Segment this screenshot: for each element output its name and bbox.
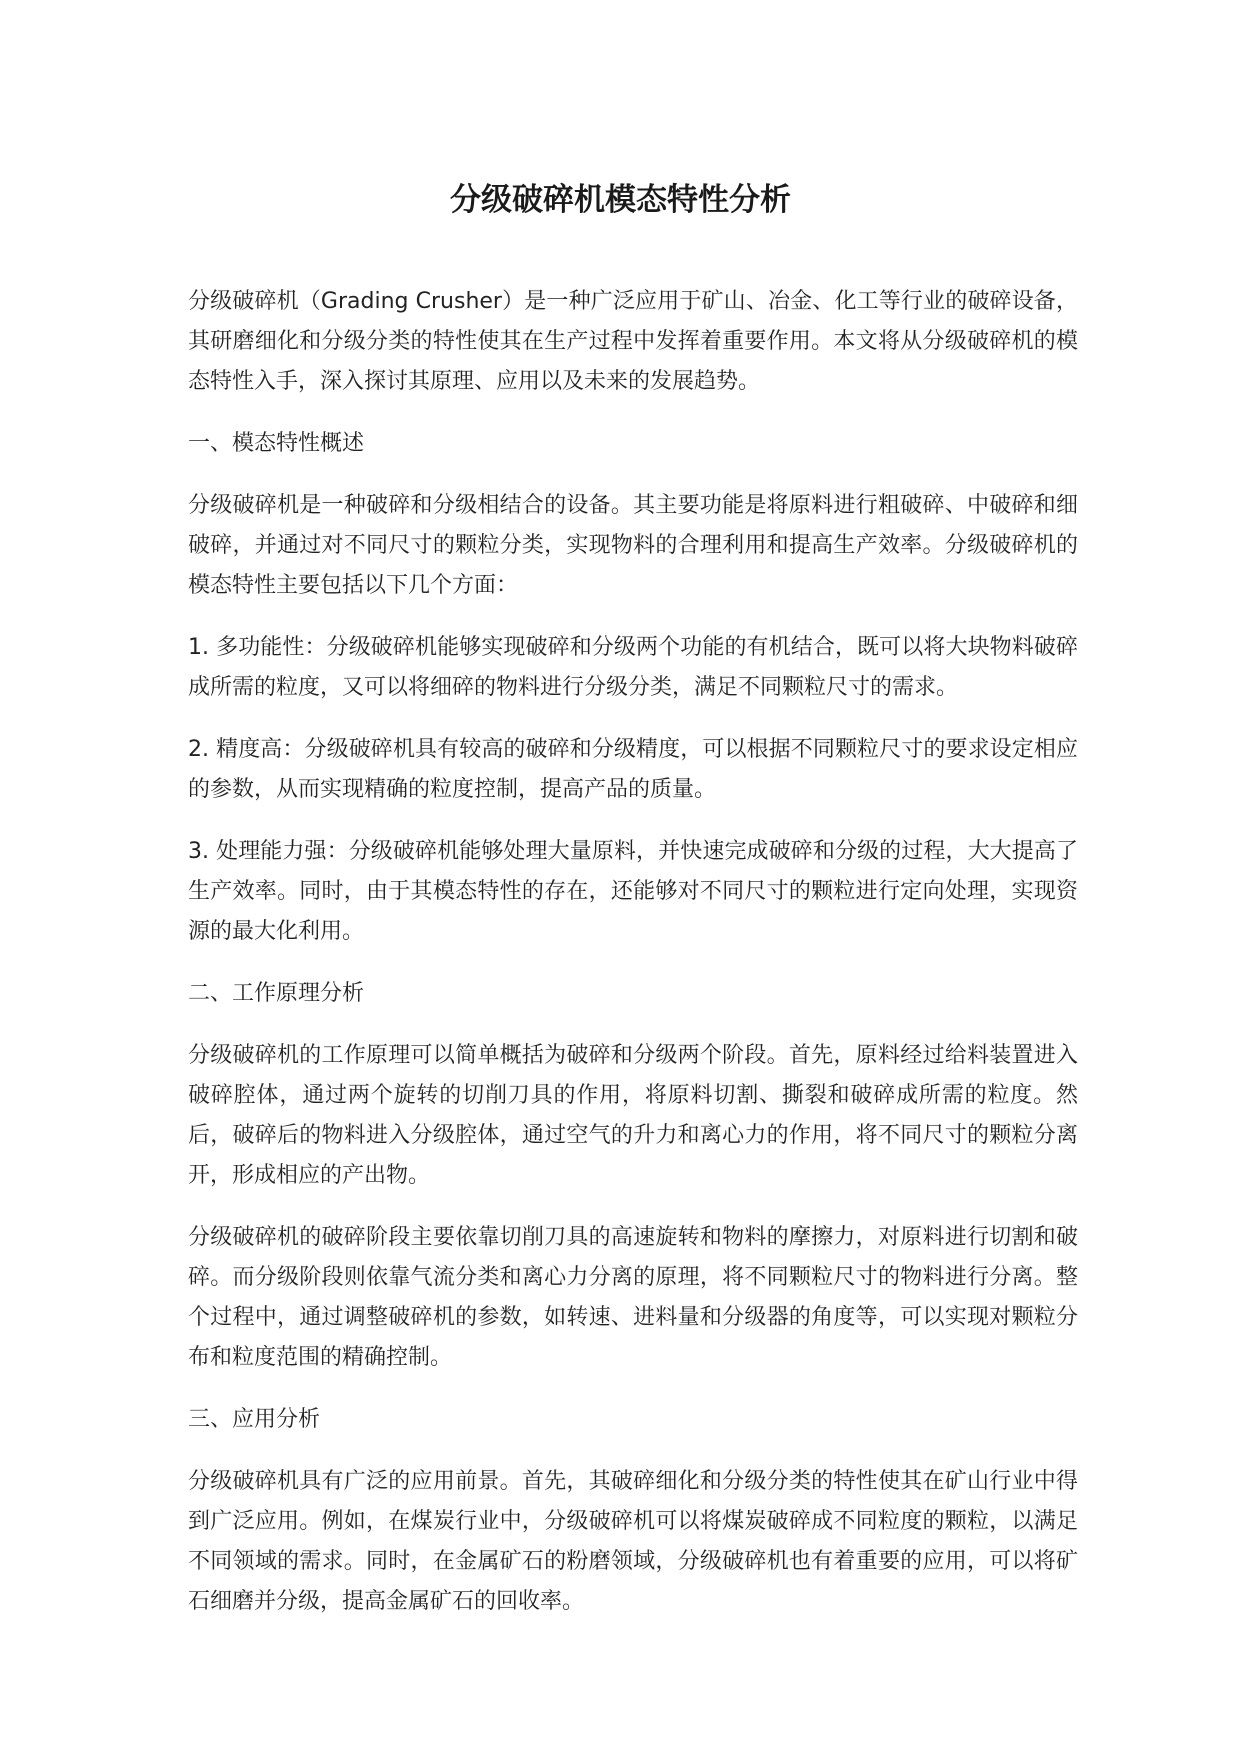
feature-item-multifunction: 1. 多功能性：分级破碎机能够实现破碎和分级两个功能的有机结合，既可以将大块物料破碎成所需的粒度，又可以将细碎的物料进行分级分类，满足不同颗粒尺寸的需求。 — [188, 635, 1078, 700]
feature-item-capacity: 3. 处理能力强：分级破碎机能够处理大量原料，并快速完成破碎和分级的过程，大大提高了生产效率。同时，由于其模态特性的存在，还能够对不同尺寸的颗粒进行定向处理，实现资源的最大化利用。 — [188, 839, 1078, 944]
document-title: 分级破碎机模态特性分析 — [450, 182, 791, 218]
principle-paragraph-1: 分级破碎机的工作原理可以简单概括为破碎和分级两个阶段。首先，原料经过给料装置进入破碎腔体，通过两个旋转的切削刀具的作用，将原料切割、撕裂和破碎成所需的粒度。然后，破碎后的物料进入分级腔体，通过空气的升力和离心力的作用，将不同尺寸的颗粒分离开，形成相应的产出物。 — [188, 1043, 1078, 1188]
section-heading-application: 三、应用分析 — [188, 1407, 321, 1432]
principle-paragraph-2: 分级破碎机的破碎阶段主要依靠切削刀具的高速旋转和物料的摩擦力，对原料进行切割和破碎。而分级阶段则依靠气流分类和离心力分离的原理，将不同颗粒尺寸的物料进行分离。整个过程中，通过调整破碎机的参数，如转速、进料量和分级器的角度等，可以实现对颗粒分布和粒度范围的精确控制。 — [188, 1225, 1078, 1370]
section-heading-principle: 二、工作原理分析 — [188, 981, 365, 1006]
document-body — [188, 282, 1078, 1644]
feature-item-precision: 2. 精度高：分级破碎机具有较高的破碎和分级精度，可以根据不同颗粒尺寸的要求设定相应的参数，从而实现精确的粒度控制，提高产品的质量。 — [188, 737, 1078, 802]
section-heading-overview: 一、模态特性概述 — [188, 431, 365, 456]
application-paragraph: 分级破碎机具有广泛的应用前景。首先，其破碎细化和分级分类的特性使其在矿山行业中得到广泛应用。例如，在煤炭行业中，分级破碎机可以将煤炭破碎成不同粒度的颗粒，以满足不同领域的需求。同时，在金属矿石的粉磨领域，分级破碎机也有着重要的应用，可以将矿石细磨并分级，提高金属矿石的回收率。 — [188, 1469, 1078, 1614]
overview-paragraph: 分级破碎机是一种破碎和分级相结合的设备。其主要功能是将原料进行粗破碎、中破碎和细破碎，并通过对不同尺寸的颗粒分类，实现物料的合理利用和提高生产效率。分级破碎机的模态特性主要包括以下几个方面： — [188, 493, 1078, 598]
intro-paragraph: 分级破碎机（Grading Crusher）是一种广泛应用于矿山、冶金、化工等行业的破碎设备，其研磨细化和分级分类的特性使其在生产过程中发挥着重要作用。本文将从分级破碎机的模态特性入手，深入探讨其原理、应用以及未来的发展趋势。 — [188, 289, 1078, 394]
